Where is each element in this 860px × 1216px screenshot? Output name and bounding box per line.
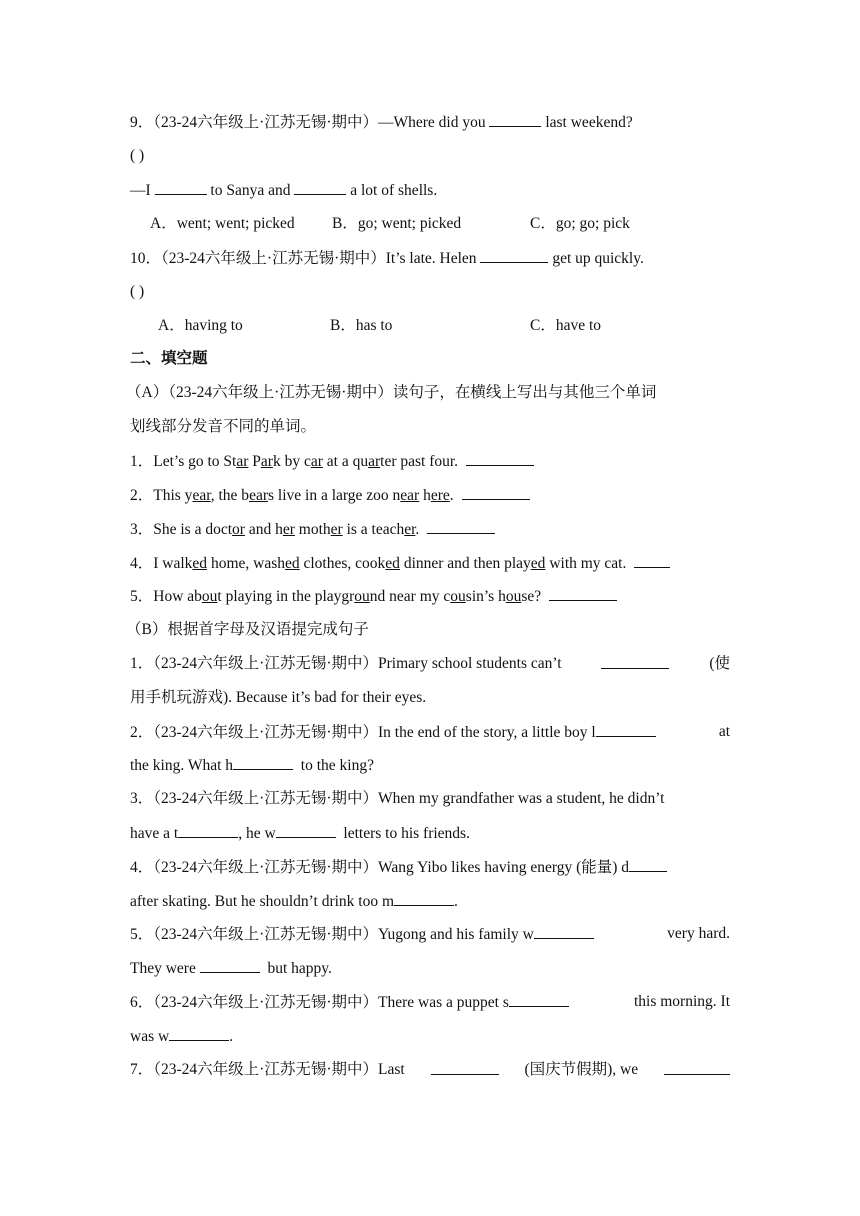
q9-reply: —I to Sanya and a lot of shells. [130,182,438,199]
part-b-item-3-blank-1 [178,823,238,838]
part-a-item-5-blank [549,586,617,601]
part-b-item-4: 4．（23-24六年级上·江苏无锡·期中）Wang Yibo likes having energy (能量) d [130,857,730,878]
part-a-item-4: 4．I walked home, washed clothes, cooked dinner and then played with my cat. [130,553,670,574]
part-b-item-4-blank-1 [629,857,667,872]
part-a-instruction-2: 划线部分发音不同的单词。 [130,418,317,435]
q9-blank [489,112,541,127]
part-b-title: （B）根据首字母及汉语提完成句子 [126,621,369,638]
part-b-item-2-blank-2 [233,755,293,770]
q10-stem: 10．（23-24六年级上·江苏无锡·期中）It’s late. Helen get up quickly. [130,250,644,267]
part-b-item-5-blank-2 [200,958,260,973]
part-b-item-2-blank-1 [596,722,656,737]
part-a-item-2: 2．This year, the bears live in a large zoo near here. [130,485,530,506]
part-b-item-4-blank-2 [394,891,454,906]
q9-reply-blank-2 [294,180,346,195]
q10-answer-paren: ( ) [130,283,145,300]
part-a-item-3-blank [427,519,495,534]
q9-stem: 9．（23-24六年级上·江苏无锡·期中）—Where did you last weekend? [130,114,633,131]
part-b-item-3: 3．（23-24六年级上·江苏无锡·期中）When my grandfather was a student, he didn’t [130,790,665,807]
part-b-item-5: 5．（23-24六年级上·江苏无锡·期中）Yugong and his family w very hard. [130,925,730,943]
q10-option-c: C．have to [530,317,602,334]
part-b-item-6-cont: was w . [130,1028,234,1045]
part-b-item-3-blank-2 [276,823,336,838]
part-b-item-1-blank [601,654,669,669]
part-b-item-1: 1．（23-24六年级上·江苏无锡·期中）Primary school students can’t (使 [130,655,730,672]
q9-reply-blank-1 [155,180,207,195]
part-a-item-5: 5．How about playing in the playground near my cousin’s house? [130,586,617,607]
q9-options [150,214,630,234]
part-b-item-3-cont: have a t , he w letters to his friends. [130,825,470,842]
part-b-item-5-blank-1 [534,924,594,939]
part-a-item-4-blank [634,553,670,568]
q9-option-a: A．went; went; picked [150,215,295,232]
section-title: 二、填空题 [130,350,208,367]
part-a-item-1-blank [466,451,534,466]
part-b-item-5-cont: They were but happy. [130,960,332,977]
part-a-item-1: 1．Let’s go to Star Park by car at a quarter past four. [130,451,534,472]
part-b-item-7-blank-1 [431,1060,499,1075]
q9-answer-paren: ( ) [130,147,145,164]
part-a-item-2-blank [462,485,530,500]
part-b-item-6: 6．（23-24六年级上·江苏无锡·期中）There was a puppet s this morning. It [130,993,730,1011]
part-b-item-1-cont: 用手机玩游戏). Because it’s bad for their eyes. [130,689,427,706]
part-b-item-7-blank-2 [664,1060,730,1075]
part-b-item-6-blank-2 [169,1026,229,1041]
q9-option-b: B．go; went; picked [332,215,462,232]
part-b-item-7: 7．（23-24六年级上·江苏无锡·期中）Last (国庆节假期), we [130,1060,730,1080]
part-a-item-3: 3．She is a doctor and her mother is a teacher. [130,519,495,540]
q9-option-c: C．go; go; pick [530,215,630,232]
part-a-instruction-1: （A）（23-24六年级上·江苏无锡·期中）读句子，在横线上写出与其他三个单词 [126,384,657,401]
q10-option-a: A．having to [158,317,243,334]
part-b-item-2: 2．（23-24六年级上·江苏无锡·期中）In the end of the story, a little boy l at [130,723,730,741]
part-b-item-2-cont: the king. What h to the king? [130,757,374,774]
q10-blank [480,248,548,263]
part-b-item-6-blank-1 [509,992,569,1007]
q10-option-b: B．has to [330,317,393,334]
part-b-item-4-cont: after skating. But he shouldn’t drink too m . [130,893,458,910]
q10-options [158,316,601,336]
